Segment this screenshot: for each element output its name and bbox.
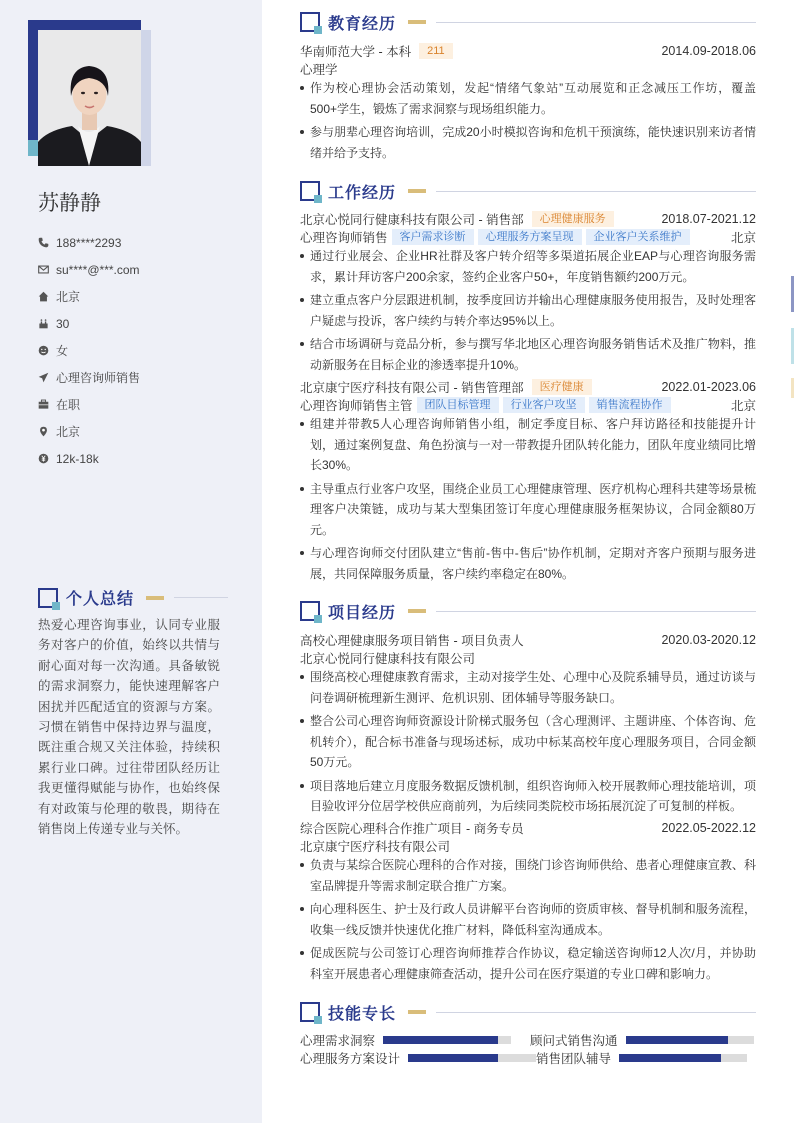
project-period: 2020.03-2020.12 (661, 633, 756, 647)
job-city: 北京 (730, 399, 756, 413)
profile-photo (38, 30, 141, 166)
projects-section-header (300, 600, 756, 622)
phone-icon (38, 237, 56, 248)
contact-info-list (38, 229, 248, 472)
project-bullets (300, 667, 756, 820)
skill-tag: 行业客户攻坚 (503, 397, 585, 413)
section-divider (436, 22, 756, 23)
job-company: 北京康宁医疗科技有限公司 - 销售管理部 (300, 381, 524, 395)
section-gold-bar (408, 1010, 426, 1014)
section-divider (436, 191, 756, 192)
info-target-city (38, 418, 248, 445)
education-period: 2014.09-2018.06 (661, 44, 756, 58)
section-gold-bar (146, 596, 164, 600)
job-role-row (300, 396, 756, 414)
section-square-icon (38, 588, 58, 608)
skill-name: 心理服务方案设计 (300, 1052, 401, 1066)
skill-tag: 企业客户关系维护 (586, 229, 690, 245)
job-header-row (300, 210, 756, 228)
section-square-icon (300, 12, 320, 32)
info-email (38, 256, 248, 283)
send-icon (38, 372, 56, 383)
section-divider (436, 611, 756, 612)
gender-icon (38, 345, 56, 356)
skills-row (300, 1049, 756, 1067)
major: 心理学 (300, 63, 338, 77)
bullet-item: 建立重点客户分层跟进机制，按季度回访并输出心理健康服务使用报告，及时处理客户疑虑与投诉，客户续约与转介率达95%以上。 (300, 290, 756, 331)
info-value: 12k-18k (56, 451, 99, 466)
bullet-item: 通过行业展会、企业HR社群及客户转介绍等多渠道拓展企业EAP与心理咨询服务需求，累计拜访客户200余家，签约企业客户50+，年度销售额约200万元。 (300, 246, 756, 287)
section-square-icon (300, 1002, 320, 1022)
info-value: 在职 (56, 398, 81, 412)
skill-tag: 团队目标管理 (417, 397, 499, 413)
skill-bar-fill (383, 1036, 498, 1044)
job-role-row (300, 228, 756, 246)
bullet-item: 组建并带教5人心理咨询师销售小组，制定季度目标、客户拜访路径和技能提升计划，通过案例复盘、角色扮演与一对一带教提升团队转化能力，团队年度业绩同比增长30%。 (300, 414, 756, 476)
info-value: 心理咨询师销售 (56, 371, 141, 385)
bullet-item: 作为校心理协会活动策划，发起“情绪气象站”互动展览和正念减压工作坊，覆盖500+学生，锻炼了需求洞察与现场组织能力。 (300, 78, 756, 119)
skill-name: 心理需求洞察 (300, 1034, 376, 1048)
job-industry-tag: 心理健康服务 (532, 211, 614, 227)
section-divider (436, 1012, 756, 1013)
info-value: 北京 (56, 290, 81, 304)
section-gold-bar (408, 189, 426, 193)
bullet-item: 整合公司心理咨询师资源设计阶梯式服务包（含心理测评、主题讲座、个体咨询、危机转介），配合标书准备与现场述标，成功中标某高校年度心理服务项目，合同金额50万元。 (300, 711, 756, 773)
project-period: 2022.05-2022.12 (661, 821, 756, 835)
skill-item (300, 1031, 511, 1049)
job-header-row (300, 378, 756, 396)
education-bullets (300, 78, 756, 166)
skill-name: 顾问式销售沟通 (530, 1034, 618, 1048)
bullet-item: 向心理科医生、护士及行政人员讲解平台咨询师的资质审核、督导机制和服务流程，收集一线反馈并快速优化推广材料，降低科室沟通成本。 (300, 899, 756, 940)
sidebar (0, 0, 262, 1123)
mail-icon (38, 264, 56, 275)
section-divider (174, 597, 228, 598)
bullet-item: 围绕高校心理健康教育需求，主动对接学生处、心理中心及院系辅导员，通过访谈与问卷调研梳理新生测评、危机识别、团体辅导等服务缺口。 (300, 667, 756, 708)
info-value: 北京 (56, 425, 81, 439)
skill-bar-fill (626, 1036, 728, 1044)
info-age (38, 310, 248, 337)
job-role: 心理咨询师销售主管 (300, 399, 413, 413)
project-header-row (300, 819, 756, 837)
education-major-row (300, 60, 756, 78)
job-bullets (300, 414, 756, 587)
job-company: 北京心悦同行健康科技有限公司 - 销售部 (300, 213, 524, 227)
project-name: 高校心理健康服务项目销售 - 项目负责人 (300, 634, 524, 648)
bullet-item: 项目落地后建立月度服务数据反馈机制，组织咨询师入校开展教师心理技能培训，项目验收评分位居学校供应商前列，为后续同类院校市场拓展沉淀了可复制的样板。 (300, 776, 756, 817)
work-title: 工作经历 (328, 184, 397, 202)
info-value: 女 (56, 344, 69, 358)
summary-section-header (38, 586, 228, 609)
candidate-name: 苏静静 (38, 191, 101, 215)
skill-tag: 心理服务方案呈现 (478, 229, 582, 245)
skill-bar-track (619, 1054, 747, 1062)
projects-title: 项目经历 (328, 604, 397, 622)
info-value: 188****2293 (56, 235, 122, 250)
job-period: 2018.07-2021.12 (661, 212, 756, 226)
project-company-row (300, 837, 756, 855)
bullet-item: 主导重点行业客户攻坚，围绕企业员工心理健康管理、医疗机构心理科共建等场景梳理客户决策链，成功与某大型集团签订年度心理健康服务框架协议，合同金额80万元。 (300, 479, 756, 541)
work-section-header (300, 180, 756, 202)
project-bullets (300, 855, 756, 987)
section-square-icon (300, 601, 320, 621)
school-tag: 211 (419, 43, 453, 59)
skills-title: 技能专长 (328, 1005, 397, 1023)
skill-tag: 销售流程协作 (589, 397, 671, 413)
project-company-row (300, 649, 756, 667)
location-pin-icon (38, 426, 56, 437)
education-header-row (300, 42, 756, 60)
skill-bar-track (408, 1054, 536, 1062)
briefcase-icon (38, 399, 56, 410)
salary-icon (38, 453, 56, 464)
skill-item (300, 1049, 536, 1067)
job-industry-tag: 医疗健康 (532, 379, 592, 395)
section-gold-bar (408, 609, 426, 613)
skill-bar-fill (619, 1054, 721, 1062)
section-square-icon (300, 181, 320, 201)
info-phone (38, 229, 248, 256)
skill-bar-track (383, 1036, 511, 1044)
skill-item (530, 1031, 754, 1049)
skill-name: 销售团队辅导 (536, 1052, 612, 1066)
summary-text: 热爱心理咨询事业，认同专业服务对客户的价值，始终以共情与耐心面对每一次沟通。具备敏锐的需求洞察力，能快速理解客户困扰并匹配适宜的资源与方案。习惯在销售中保持边界与温度，既注重合规又关注体验，持续积累行业口碑。过往带团队经历让我更懂得赋能与协作，也始终保有对政策与伦理的敬畏，期待在销售岗上传递专业与关怀。 (38, 618, 220, 837)
education-title: 教育经历 (328, 15, 397, 33)
bullet-item: 参与朋辈心理咨询培训，完成20小时模拟咨询和危机干预演练，能快速识别来访者情绪并给予支持。 (300, 122, 756, 163)
bullet-item: 结合市场调研与竞品分析，参与撰写华北地区心理咨询服务销售话术及推广物料，推动新服务在目标企业的渗透率提升10%。 (300, 334, 756, 375)
project-company: 北京康宁医疗科技有限公司 (300, 840, 451, 854)
bullet-item: 负责与某综合医院心理科的合作对接，围绕门诊咨询师供给、患者心理健康宣教、科室品牌提升等需求制定联合推广方案。 (300, 855, 756, 896)
job-role: 心理咨询师销售 (300, 231, 388, 245)
info-value: su****@***.com (56, 262, 140, 277)
project-company: 北京心悦同行健康科技有限公司 (300, 652, 476, 666)
section-gold-bar (408, 20, 426, 24)
skill-bar-fill (408, 1054, 498, 1062)
info-job-status (38, 391, 248, 418)
info-salary (38, 445, 248, 472)
skill-bar-track (626, 1036, 754, 1044)
info-gender (38, 337, 248, 364)
info-value: 30 (56, 316, 70, 331)
skill-item (536, 1049, 747, 1067)
info-home-city (38, 283, 248, 310)
skills-row (300, 1031, 756, 1049)
home-icon (38, 291, 56, 302)
education-section-header (300, 11, 756, 33)
job-bullets (300, 246, 756, 378)
info-target-job (38, 364, 248, 391)
bullet-item: 与心理咨询师交付团队建立“售前-售中-售后”协作机制，定期对齐客户预期与服务进展，共同保障服务质量，客户续约率稳定在80%。 (300, 543, 756, 584)
project-header-row (300, 631, 756, 649)
job-city: 北京 (730, 231, 756, 245)
bullet-item: 促成医院与公司签订心理咨询师推荐合作协议，稳定输送咨询师12人次/月，并协助科室开展患者心理健康筛查活动，提升公司在医疗渠道的专业口碑和影响力。 (300, 943, 756, 984)
summary-title: 个人总结 (66, 591, 135, 608)
skills-section-header (300, 1001, 756, 1023)
project-name: 综合医院心理科合作推广项目 - 商务专员 (300, 822, 524, 836)
job-period: 2022.01-2023.06 (661, 380, 756, 394)
skill-tag: 客户需求诊断 (392, 229, 474, 245)
age-icon (38, 318, 56, 329)
school-name: 华南师范大学 - 本科 (300, 45, 412, 59)
